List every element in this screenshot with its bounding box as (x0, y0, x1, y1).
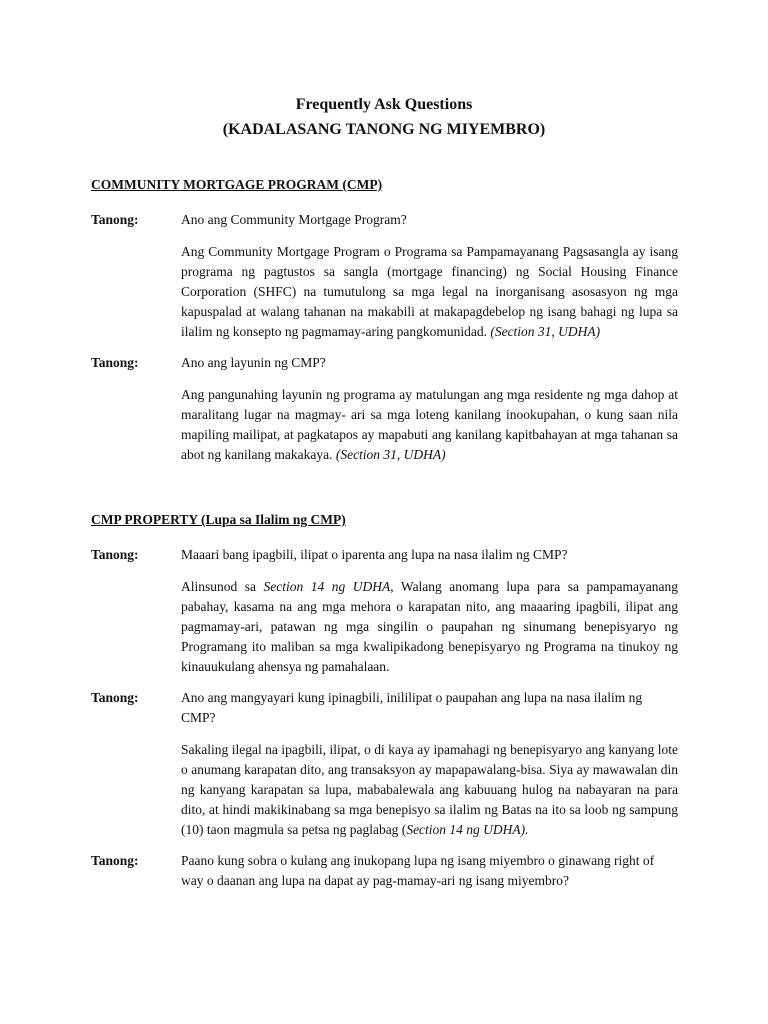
question-label: Tanong: (91, 355, 139, 370)
answer-lead: Alinsunod sa (181, 579, 264, 594)
answer-body: , Walang anomang lupa para sa pampamayanang pabahay, kasama na ang mga mehora o karapatan nito, ang maaaring ipagbili, ilipat ang pagmamay-ari, patawan ng mga singilin o paupahan ng sinumang benepisyaryo ng Programang ito maliban sa mga kwalipikadong benepisyaryo ng Programa na tinukoy ng kinauukulang ahensya ng pamahalaan. (181, 579, 678, 674)
question-text: Ano ang layunin ng CMP? (181, 355, 326, 370)
answer-text (181, 242, 678, 342)
question-text: Ano ang Community Mortgage Program? (181, 212, 407, 227)
section-heading-cmp-property: CMP PROPERTY (Lupa sa Ilalim ng CMP) (91, 512, 346, 527)
question-text: Ano ang mangyayari kung ipinagbili, inililipat o paupahan ang lupa na nasa ilalim ng CMP? (181, 690, 643, 725)
question-label: Tanong: (91, 690, 139, 705)
question-label: Tanong: (91, 547, 139, 562)
question-text: Paano kung sobra o kulang ang inukopang lupa ng isang miyembro o ginawang right of way o daanan ang lupa na dapat ay pag-mamay-ari ng isang miyembro? (181, 853, 655, 888)
answer-citation: (Section 31, UDHA) (490, 324, 601, 339)
question-text: Maaari bang ipagbili, ilipat o iparenta ang lupa na nasa ilalim ng CMP? (181, 547, 568, 562)
answer-body: Ang Community Mortgage Program o Programa sa Pampamayanang Pagsasangla ay isang programa ng pagtustos sa sangla (mortgage financing) ng Social Housing Finance Corporation (SHFC) na tumutulong sa mga legal na inorganisang asosasyon ng mga kapuspalad at walang tahanan na makabili at makapagdebelop ng isang bahagi ng lupa sa ilalim ng konsepto ng pagmamay-aring pangkomunidad. (181, 244, 678, 339)
answer-body: Sakaling ilegal na ipagbili, ilipat, o di kaya ay ipamahagi ng benepisyaryo ang kanyang lote o anumang karapatan dito, ang transaksyon ay mapapawalang-bisa. Siya ay mawawalan din ng kanyang karapatan sa lupa, mababalewala ang kabuuang hulog na nabayaran na para dito, at hindi makikinabang sa mga benepisyo sa ilalim ng Batas na ito sa loob ng sampung (10) taon magmula sa petsa ng paglabag ( (181, 742, 678, 837)
answer-citation: Section 14 ng UDHA). (406, 822, 529, 837)
answer-citation: Section 14 ng UDHA (263, 579, 391, 594)
answer-text (181, 577, 678, 677)
answer-text (181, 740, 678, 840)
answer-body: Ang pangunahing layunin ng programa ay matulungan ang mga residente ng mga dahop at maralitang lugar na magmay- ari sa mga loteng kanilang inookupahan, o kung saan nila mapiling mailipat, at pagkatapos ay mapabuti ang kanilang kapitbahayan at mga tahanan sa abot ng kanilang makakaya. (181, 387, 678, 462)
document-subtitle: (KADALASANG TANONG NG MIYEMBRO) (222, 121, 546, 138)
answer-text (181, 385, 678, 465)
question-label: Tanong: (91, 212, 139, 227)
answer-citation: (Section 31, UDHA) (335, 447, 446, 462)
section-heading-cmp: COMMUNITY MORTGAGE PROGRAM (CMP) (91, 177, 383, 192)
question-label: Tanong: (91, 853, 139, 868)
document-title: Frequently Ask Questions (295, 96, 473, 113)
